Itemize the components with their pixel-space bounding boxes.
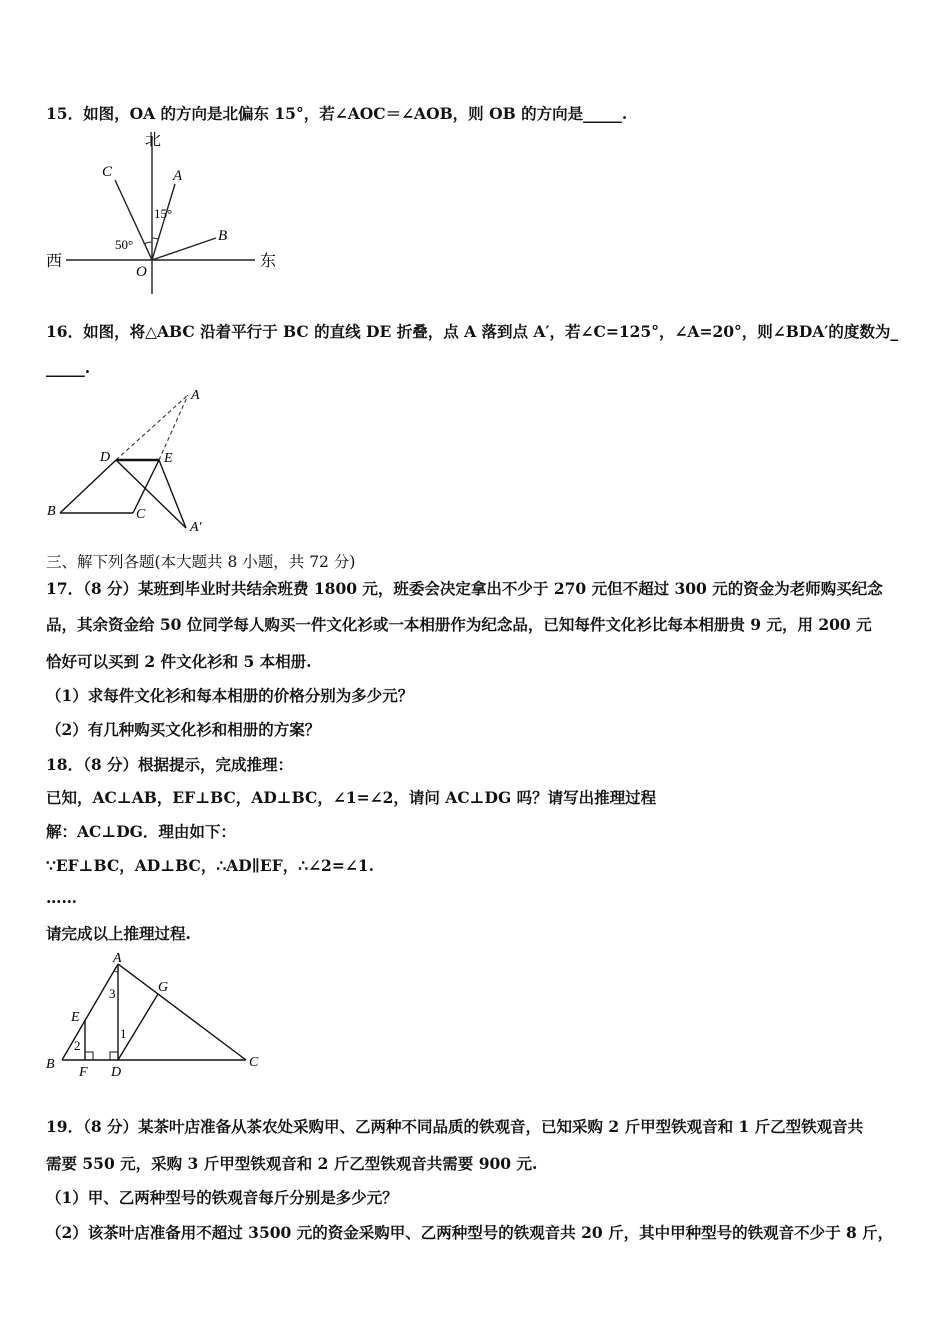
q16-text-cont: _____.: [46, 358, 91, 377]
q16-figure: [40, 385, 220, 540]
q19-sub1: （1）甲、乙两种型号的铁观音每斤分别是多少元？: [46, 1188, 398, 1207]
q18-figure: [40, 948, 270, 1083]
q19-line2: 需要 550 元，采购 3 斤甲型铁观音和 2 斤乙型铁观音共需要 900 元.: [46, 1154, 538, 1173]
label-b: B: [218, 228, 228, 244]
label-c: C: [136, 507, 146, 522]
label-c: C: [249, 1055, 259, 1070]
segment-da2: [116, 460, 186, 528]
label-e: E: [71, 1010, 80, 1025]
label-north: 北: [145, 132, 162, 149]
label-e: E: [164, 451, 173, 466]
q18-line1: 18．（8 分）根据提示，完成推理：: [46, 755, 294, 774]
q18-line3: 解：AC⊥DG．理由如下：: [46, 822, 236, 841]
q17-line2: 品，其余资金给 50 位同学每人购买一件文化衫或一本相册作为纪念品，已知每件文化衫比每本相册贵 9 元，用 200 元: [46, 615, 872, 634]
label-a-prime: A′: [190, 520, 202, 535]
q18-line6: 请完成以上推理过程.: [46, 924, 191, 943]
dash-da: [116, 395, 188, 460]
label-d: D: [100, 450, 111, 465]
q19-line1: 19．（8 分）某茶叶店准备从茶农处采购甲、乙两种不同品质的铁观音，已知采购 2 斤甲型铁观音和 1 斤乙型铁观音共: [46, 1117, 864, 1136]
label-d: D: [111, 1065, 122, 1080]
q19-sub2: （2）该茶叶店准备用不超过 3500 元的资金采购甲、乙两种型号的铁观音共 20 斤，其中甲种型号的铁观音不少于 8 斤，: [46, 1223, 894, 1242]
q17-sub2: （2）有几种购买文化衫和相册的方案？: [46, 720, 321, 739]
section-heading: 三、解下列各题(本大题共 8 小题，共 72 分): [46, 553, 356, 571]
q16-text: 16．如图，将△ABC 沿着平行于 BC 的直线 DE 折叠，点 A 落到点 A′，若∠C=125°，∠A=20°，则∠BDA′的度数为_: [46, 322, 899, 341]
ray-ob: [152, 238, 216, 260]
arc-15: [152, 238, 158, 239]
q18-line4: ∵EF⊥BC，AD⊥BC，∴AD∥EF，∴∠2=∠1.: [46, 856, 374, 875]
label-a: A: [191, 388, 200, 403]
segment-db: [60, 460, 116, 513]
label-b: B: [46, 1057, 55, 1072]
label-west: 西: [46, 253, 63, 270]
label-50deg: 50°: [115, 237, 134, 252]
q15-figure: [40, 128, 290, 298]
q18-line2: 已知，AC⊥AB，EF⊥BC，AD⊥BC，∠1=∠2，请问 AC⊥DG 吗？请写出推理过程: [46, 788, 657, 807]
label-a: A: [113, 951, 122, 966]
label-g: G: [158, 980, 169, 995]
segment-ce: [133, 460, 159, 513]
q15-text: 15．如图，OA 的方向是北偏东 15°，若∠AOC＝∠AOB，则 OB 的方向是_____.: [46, 104, 628, 123]
q17-line3: 恰好可以买到 2 件文化衫和 5 本相册.: [46, 652, 312, 671]
ray-oa: [152, 184, 175, 260]
segment-ac: [118, 964, 246, 1060]
label-b: B: [47, 504, 56, 519]
label-15deg: 15°: [154, 206, 173, 221]
label-angle2: 2: [74, 1038, 81, 1053]
q18-line5: ……: [46, 888, 77, 907]
q17-sub1: （1）求每件文化衫和每本相册的价格分别为多少元？: [46, 686, 414, 705]
right-angle-d: [110, 1052, 118, 1060]
label-angle3: 3: [109, 986, 116, 1001]
segment-ea2: [159, 460, 186, 528]
label-east: 东: [260, 253, 277, 270]
arc-50: [144, 242, 152, 244]
label-a: A: [173, 168, 183, 184]
label-angle1: 1: [120, 1026, 127, 1041]
label-c: C: [102, 164, 113, 180]
label-f: F: [79, 1065, 88, 1080]
right-angle-f: [85, 1052, 93, 1060]
q17-line1: 17．（8 分）某班到毕业时共结余班费 1800 元，班委会决定拿出不少于 270 元但不超过 300 元的资金为老师购买纪念: [46, 579, 883, 598]
label-o: O: [136, 264, 147, 280]
